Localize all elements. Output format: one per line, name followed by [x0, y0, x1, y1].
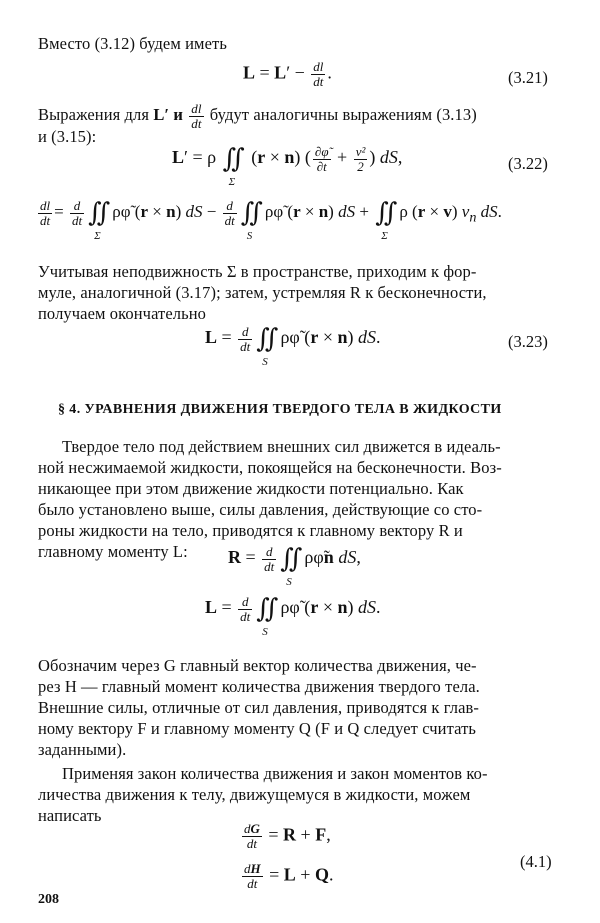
paragraph-1-line: муле, аналогичной (3.17); затем, устремляя R к бесконечности,	[38, 283, 487, 302]
page-number: 208	[38, 892, 59, 907]
paragraph-3-line: Внешние силы, отличные от сил давления, приводятся к глав-	[38, 698, 479, 717]
equation-l: L = $\frac{d}{dt}$ ∬ S ρφ̃ (r × n) dS.	[205, 593, 381, 638]
equation-3-22: L′ = ρ ∬ Σ (r × n) ( $\frac{\partial\varphĩ}{\partial t}$ + $\frac{\text{v²}}{2}$ ) dS,	[172, 143, 403, 188]
expressions-line-start: Выражения для	[38, 104, 150, 124]
expressions-line-symbol: L′ и	[153, 104, 183, 124]
expressions-line: Выражения для L′ и $\frac{dl}{dt}$ будут аналогичны выражениям (3.13)	[38, 101, 477, 131]
paragraph-3-line: ному вектору F и главному моменту Q (F и Q следует считать	[38, 719, 477, 738]
paragraph-2-line: было установлено выше, силы давления, действующие со сто-	[38, 500, 483, 519]
section-heading: § 4. УРАВНЕНИЯ ДВИЖЕНИЯ ТВЕРДОГО ТЕЛА В ЖИДКОСТИ	[58, 402, 502, 417]
equation-number-4-1: (4.1)	[520, 852, 552, 871]
paragraph-3-line: рез H — главный момент количества движения твердого тела.	[38, 677, 480, 696]
paragraph-2-line: ной несжимаемой жидкости, покоящейся на бесконечности. Воз-	[38, 458, 502, 477]
equation-dh-dt: $\frac{dH}{dt}$ = L + Q.	[244, 861, 334, 891]
paragraph-2-line: роны жидкости на тело, приводятся к главному вектору R и	[38, 521, 463, 540]
paragraph-3-line: Обозначим через G главный вектор количества движения, че-	[38, 656, 477, 675]
expressions-line-end: будут аналогичны выражениям (3.13)	[209, 104, 477, 124]
equation-r: R = $\frac{d}{dt}$ ∬ S ρφ̃n dS,	[228, 543, 361, 588]
paragraph-3-line: заданными).	[38, 740, 127, 759]
equation-3-21: L = L′ − $\frac{dl}{dt}$ .	[243, 59, 332, 89]
paragraph-2-line: Твердое тело под действием внешних сил движется в идеаль-	[62, 437, 501, 456]
equation-3-23: L = $\frac{d}{dt}$ ∬ S ρφ̃ (r × n) dS.	[205, 323, 381, 368]
equation-dl-dt: $\frac{dl}{dt}$ = $\frac{d}{dt}$ ∬ Σ ρφ̃ (r × n) dS − $\frac{d}{dt}$ ∬ S ρφ̃ (r × n) dS + ∬ Σ ρ (r × v) $v_n$ dS.	[40, 197, 502, 242]
equation-number-3-22: (3.22)	[508, 154, 548, 173]
equation-dg-dt: $\frac{dG}{dt}$ = R + F,	[244, 821, 331, 851]
paragraph-1-line: получаем окончательно	[38, 304, 207, 323]
intro-line: Вместо (3.12) будем иметь	[38, 34, 227, 53]
paragraph-2-line: главному моменту L:	[38, 542, 188, 561]
paragraph-1-line: Учитывая неподвижность Σ в пространстве, приходим к фор-	[38, 262, 477, 281]
paragraph-2-line: никающее при этом движение жидкости потенциально. Как	[38, 479, 464, 498]
paragraph-4-line: Применяя закон количества движения и закон моментов ко-	[62, 764, 488, 783]
expressions-line-2: и (3.15):	[38, 127, 97, 146]
equation-number-3-23: (3.23)	[508, 332, 548, 351]
paragraph-4-line: личества движения к телу, движущемуся в жидкости, можем	[38, 785, 471, 804]
paragraph-4-line: написать	[38, 806, 102, 825]
equation-number-3-21: (3.21)	[508, 68, 548, 87]
